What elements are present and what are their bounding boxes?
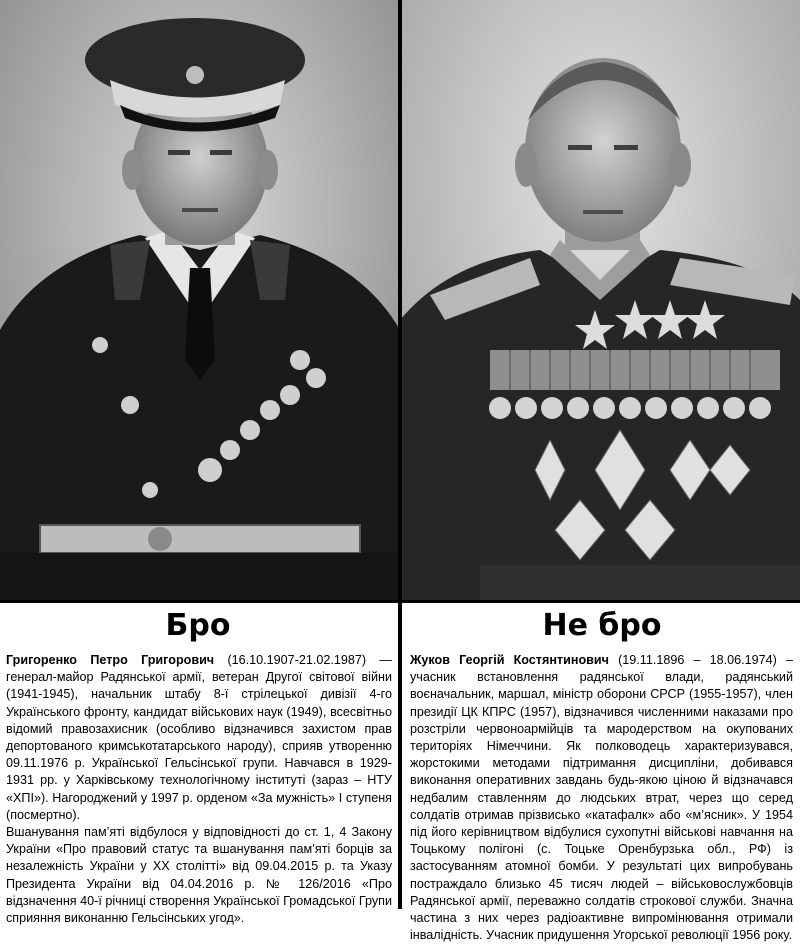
zhukov-portrait-image (400, 0, 800, 602)
right-column (400, 0, 800, 943)
ne-bro-heading: Не бро (542, 608, 662, 643)
grigorenko-bio-text-1: (16.10.1907-21.02.1987) — генерал-майор Радянської армії, ветеран Другої світової війни (1941-1945), начальник штабу 8-ї стрілецької дивізії 4-го Українського фронту, кандидат військових наук (1949), всесвітньо відомий правозахисник (особливо відзначився захистом прав депортованого кримськотатарського народу), сприяв утворенню 09.11.1976 р. Української Гельсінської групи. Навчався в 1929-1931 рр. у Харківському технологічному інституті (зараз – НТУ «ХПІ»). Нагороджений у 1997 р. орденом «За мужність» І ступеня (посмертно). (6, 653, 392, 822)
grigorenko-bio-paragraph-1 (6, 652, 392, 824)
zhukov-name: Жуков Георгій Костянтинович (410, 653, 609, 667)
zhukov-bio-paragraph-1 (410, 652, 793, 944)
grigorenko-bio-paragraph-2: Вшанування пам’яті відбулося у відповідності до ст. 1, 4 Закону України «Про правовий статус та вшанування пам’яті борців за незалежність України у ХХ столітті» від 09.04.2015 р. та Указу Президента України від 04.04.2016 р. № 126/2016 «Про відзначення 40-ї річниці створення Української Громадської Групи сприяння виконанню Гельсінських угод». (6, 825, 392, 926)
grigorenko-name: Григоренко Петро Григорович (6, 653, 215, 667)
right-portrait-photo (400, 0, 800, 602)
left-column (0, 0, 400, 926)
horizontal-divider (0, 600, 800, 603)
zhukov-bio (410, 652, 793, 944)
zhukov-bio-text-1: (19.11.1896 – 18.06.1974) – учасник встановлення радянської влади, радянський воєначальник, маршал, міністр оборони СРСР (1955-1957), член президії ЦК КПРС (1957), відзначився численними наказами про розстріли червоноармійців та мародерством на окупованих територіях Німеччини. Як полководець характеризувався, жорстокими методами підтримання дисципліни, добивався виконання оперативних завдань будь-якою ціною й відзначався недбалим ставленням до людських втрат, через що серед солдатів отримав прізвисько «катафалк» або «м’ясник». У 1954 під його керівництвом відбулися сухопутні військові навчання на Тоцькому полігоні (с. Тоцьке Оренбурзька обл., РФ) із застосуванням атомної бомби. У результаті цих випробувань постраждало близько 45 тисяч людей – військовослужбовців Радянської армії, переважно солдатів строкової служби. Значна частина з них через радіоактивне випромінювання отримали інвалідність. Учасник придушення Угорської революції 1956 року. (410, 653, 793, 943)
bro-heading: Бро (165, 608, 231, 643)
grigorenko-bio (6, 652, 392, 927)
vertical-divider (398, 0, 402, 909)
grigorenko-portrait-image (0, 0, 400, 602)
left-portrait-photo (0, 0, 400, 602)
